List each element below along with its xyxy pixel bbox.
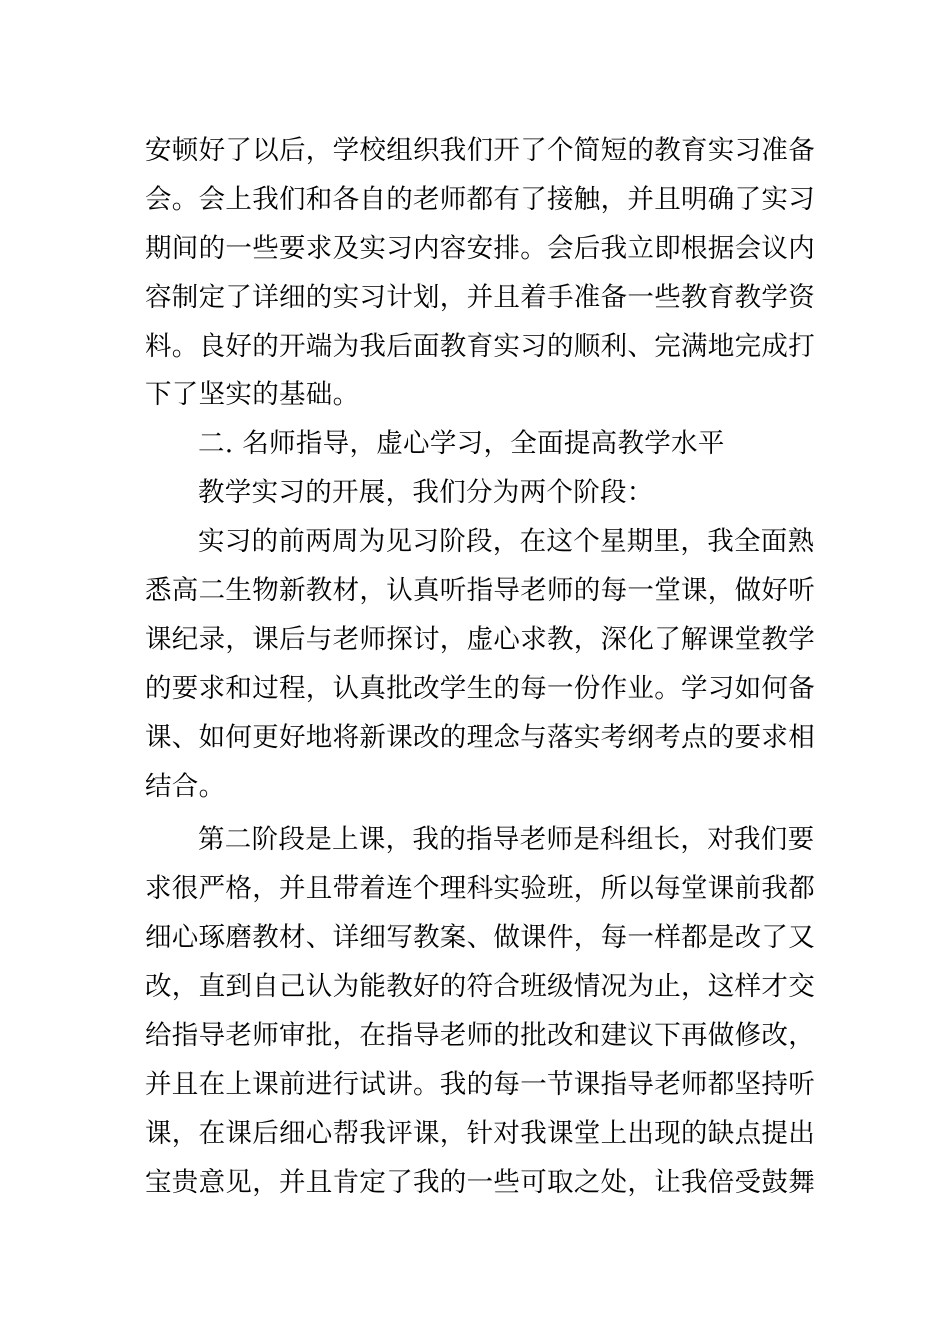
text-line: 课、如何更好地将新课改的理念与落实考纲考点的要求相	[145, 721, 815, 753]
text-line: 悉高二生物新教材，认真听指导老师的每一堂课，做好听	[145, 575, 815, 607]
text-line: 求很严格，并且带着连个理科实验班，所以每堂课前我都	[145, 873, 815, 905]
text-line: 结合。	[145, 770, 226, 802]
paragraph-start: 第二阶段是上课，我的指导老师是科组长，对我们要	[198, 824, 815, 856]
text-line: 容制定了详细的实习计划，并且着手准备一些教育教学资	[145, 281, 815, 313]
text-line: 料。良好的开端为我后面教育实习的顺利、完满地完成打	[145, 330, 815, 362]
text-line: 细心琢磨教材、详细写教案、做课件，每一样都是改了又	[145, 922, 815, 954]
text-line: 期间的一些要求及实习内容安排。会后我立即根据会议内	[145, 232, 815, 264]
text-line: 下了坚实的基础。	[145, 379, 360, 411]
text-line: 并且在上课前进行试讲。我的每一节课指导老师都坚持听	[145, 1068, 815, 1100]
text-line: 课纪录，课后与老师探讨，虚心求教，深化了解课堂教学	[145, 623, 815, 655]
text-line: 改，直到自己认为能教好的符合班级情况为止，这样才交	[145, 971, 815, 1003]
paragraph-start: 实习的前两周为见习阶段，在这个星期里，我全面熟	[198, 526, 815, 558]
text-line: 的要求和过程，认真批改学生的每一份作业。学习如何备	[145, 672, 815, 704]
text-line: 宝贵意见，并且肯定了我的一些可取之处，让我倍受鼓舞	[145, 1166, 815, 1198]
text-line: 课，在课后细心帮我评课，针对我课堂上出现的缺点提出	[145, 1117, 815, 1149]
text-line: 给指导老师审批，在指导老师的批改和建议下再做修改，	[145, 1020, 815, 1052]
text-line: 安顿好了以后，学校组织我们开了个简短的教育实习准备	[145, 135, 815, 166]
text-line: 会。会上我们和各自的老师都有了接触，并且明确了实习	[145, 183, 815, 215]
document-body	[145, 127, 815, 1208]
section-heading: 二. 名师指导，虚心学习，全面提高教学水平	[198, 428, 725, 460]
paragraph-start: 教学实习的开展，我们分为两个阶段：	[198, 477, 654, 509]
